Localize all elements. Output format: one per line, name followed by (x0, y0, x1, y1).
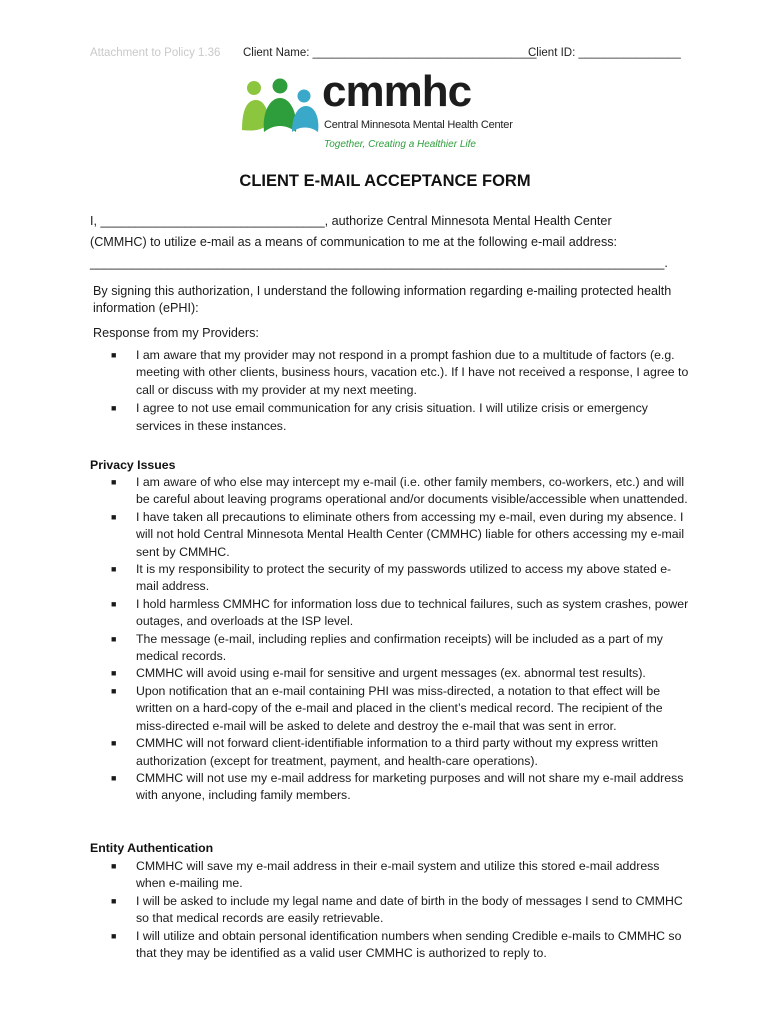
bullet-icon: ■ (111, 633, 117, 644)
bullet-icon: ■ (111, 564, 117, 575)
list-item (90, 893, 690, 928)
list-item (90, 400, 690, 435)
entity-list (90, 858, 690, 962)
bullet-icon: ■ (111, 772, 117, 783)
list-item-text: I am aware that my provider may not respond in a prompt fashion due to a multitude of factors (e.g. meeting with other clients, business hours, vacation etc.). If I have not received a response, I agree to call or discuss with my provider at my next meeting. (136, 348, 689, 397)
logo-wordmark: cmmhc (322, 67, 472, 116)
list-item-text: CMMHC will not forward client-identifiable information to a third party without my express written authorization (except for treatment, payment, and health-care operations). (136, 736, 659, 768)
list-item (90, 474, 690, 509)
list-item-text: CMMHC will not use my e-mail address for marketing purposes and will not share my e-mail address with anyone, including family members. (136, 770, 684, 803)
list-item (90, 683, 690, 735)
attachment-note: Attachment to Policy 1.36 (90, 47, 221, 59)
email-address-line[interactable]: __________________________________________________________________________________. (90, 256, 668, 270)
client-id-field[interactable]: Client ID: ________________ (528, 47, 681, 59)
authorization-paragraph: By signing this authorization, I understand the following information regarding e-mailing protected health information (ePHI): (93, 284, 672, 315)
list-item (90, 561, 690, 596)
list-item (90, 596, 690, 631)
response-heading: Response from my Providers: (93, 326, 259, 340)
bullet-icon: ■ (111, 930, 117, 941)
list-item (90, 509, 690, 561)
authorization-line-2: (CMMHC) to utilize e-mail as a means of communication to me at the following e-mail address: (90, 235, 618, 249)
list-item (90, 631, 690, 666)
list-item (90, 735, 690, 770)
list-item-text: I agree to not use email communication for any crisis situation. I will utilize crisis or emergency services in these instances. (136, 401, 648, 433)
authorization-line-1: I, ________________________________, authorize Central Minnesota Mental Health Center (90, 214, 612, 228)
logo-tagline: Together, Creating a Healthier Life (324, 139, 476, 150)
list-item-text: I hold harmless CMMHC for information loss due to technical failures, such as system crashes, power outages, and overloads at the ISP level. (136, 596, 689, 629)
bullet-icon: ■ (111, 477, 117, 487)
logo-org-name: Central Minnesota Mental Health Center (324, 119, 513, 131)
list-item (90, 770, 690, 805)
list-item-text: The message (e-mail, including replies and confirmation receipts) will be included as a part of my medical records. (136, 631, 663, 664)
bullet-icon: ■ (111, 738, 117, 749)
bullet-icon: ■ (111, 511, 117, 522)
list-item (90, 665, 690, 682)
bullet-icon: ■ (111, 895, 117, 906)
people-figures-icon (240, 78, 322, 134)
list-item-text: I will be asked to include my legal name and date of birth in the body of messages I send to CMMHC so that medical records are easily retrievable. (136, 893, 683, 926)
bullet-icon: ■ (111, 350, 117, 360)
bullet-icon: ■ (111, 668, 117, 679)
list-item-text: Upon notification that an e-mail containing PHI was miss-directed, a notation to that effect will be written on a hard-copy of the e-mail and placed in the client’s medical record. The recipient of the miss-directed e-mail will be asked to delete and destroy the e-mail that was sent in error. (136, 683, 663, 733)
list-item (90, 347, 690, 399)
cmmhc-logo (240, 67, 540, 156)
client-name-field[interactable]: Client Name: ___________________________________ (243, 47, 537, 59)
privacy-heading: Privacy Issues (90, 458, 176, 472)
list-item-text: I will utilize and obtain personal identification numbers when sending Credible e-mails to CMMHC so that they may be identified as a valid user CMMHC is authorized to reply to. (136, 928, 682, 961)
bullet-icon: ■ (111, 685, 117, 696)
list-item-text: CMMHC will avoid using e-mail for sensitive and urgent messages (ex. abnormal test results). (136, 666, 646, 681)
response-list (90, 347, 690, 435)
form-title: CLIENT E-MAIL ACCEPTANCE FORM (239, 172, 531, 190)
entity-heading: Entity Authentication (90, 841, 214, 855)
bullet-icon: ■ (111, 861, 117, 871)
list-item (90, 928, 690, 963)
bullet-icon: ■ (111, 403, 117, 414)
bullet-icon: ■ (111, 598, 117, 609)
list-item-text: CMMHC will save my e-mail address in their e-mail system and utilize this stored e-mail address when e-mailing me. (136, 859, 660, 891)
list-item-text: I am aware of who else may intercept my e-mail (i.e. other family members, co-workers, etc.) and will be careful about leaving programs operational and/or documents visible/accessible when unattended. (136, 475, 688, 507)
list-item-text: It is my responsibility to protect the security of my passwords utilized to access my above stated e-mail address. (136, 562, 672, 594)
list-item (90, 858, 690, 893)
privacy-list (90, 474, 690, 805)
list-item-text: I have taken all precautions to eliminate others from accessing my e-mail, even during my absence. I will not hold Central Minnesota Mental Health Center (CMMHC) liable for others accessing my e-mail sent by CMMHC. (136, 509, 685, 559)
